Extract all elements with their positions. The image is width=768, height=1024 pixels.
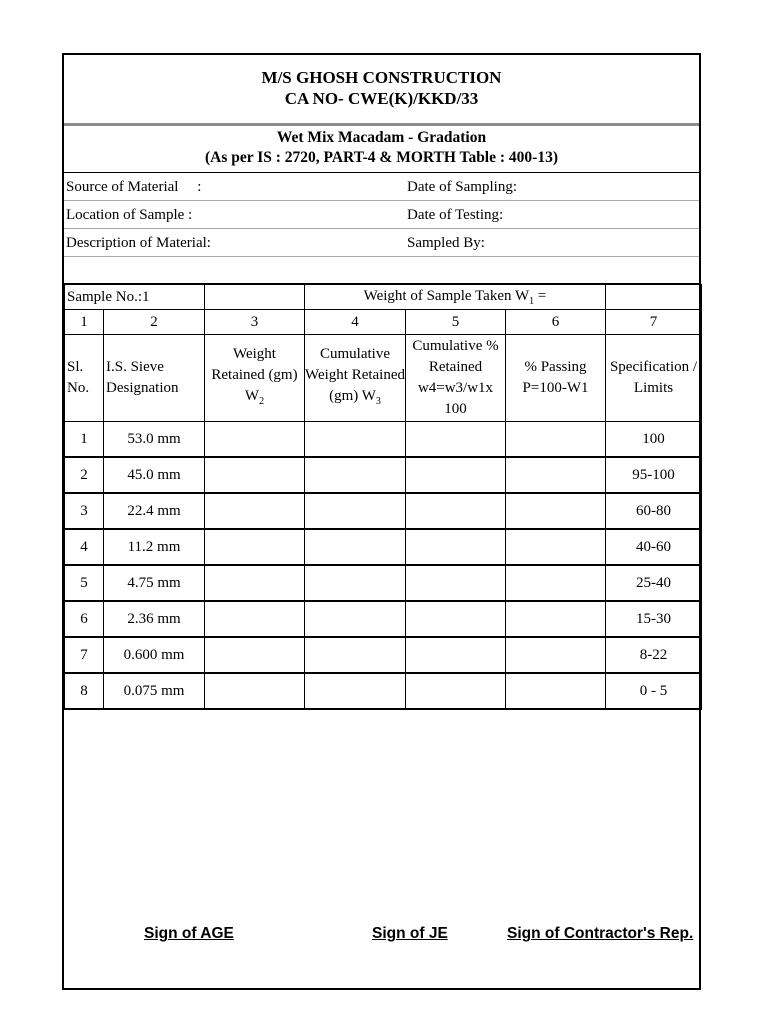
spec-cell: 15-30 [606, 601, 702, 637]
sl-no-cell: 5 [65, 565, 104, 601]
weight-retained-cell [205, 601, 305, 637]
passing-cell [506, 529, 606, 565]
info-row-location [64, 201, 699, 229]
test-title: Wet Mix Macadam - Gradation [276, 129, 487, 146]
spec-cell: 25-40 [606, 565, 702, 601]
data-rows [65, 422, 702, 710]
cum-weight-text: Cumulative Weight Retained (gm) W [305, 346, 406, 404]
passing-cell [506, 637, 606, 673]
cum-weight-cell [305, 422, 406, 458]
cum-percent-cell [406, 457, 506, 493]
sign-contractor: Sign of Contractor's Rep. [507, 925, 694, 942]
test-sheet [62, 53, 701, 990]
passing-cell [506, 422, 606, 458]
col-number: 5 [406, 310, 506, 335]
cum-percent-cell [406, 529, 506, 565]
spec-cell: 40-60 [606, 529, 702, 565]
passing-cell [506, 601, 606, 637]
weight-label-eq: = [534, 287, 547, 304]
col-number: 4 [305, 310, 406, 335]
ca-number: CA NO- CWE(K)/KKD/33 [284, 89, 479, 108]
spec-cell: 0 - 5 [606, 673, 702, 709]
weight-retained-text: Weight Retained (gm) W [211, 346, 298, 404]
col-header-specification: Specification / Limits [606, 335, 702, 422]
cum-weight-cell [305, 457, 406, 493]
weight-retained-cell [205, 673, 305, 709]
sieve-cell: 11.2 mm [104, 529, 205, 565]
passing-cell [506, 565, 606, 601]
col-number: 1 [65, 310, 104, 335]
col-header-passing: % Passing P=100-W1 [506, 335, 606, 422]
column-number-row [65, 310, 702, 335]
sieve-cell: 0.600 mm [104, 637, 205, 673]
cum-percent-cell [406, 637, 506, 673]
weight-retained-cell [205, 422, 305, 458]
cum-weight-sub: 3 [375, 396, 381, 407]
cum-weight-cell [305, 493, 406, 529]
weight-retained-cell [205, 529, 305, 565]
sl-no-cell: 6 [65, 601, 104, 637]
table-row [65, 637, 702, 673]
sl-no-cell: 1 [65, 422, 104, 458]
info-row-source [64, 173, 699, 201]
col-number: 2 [104, 310, 205, 335]
table-row [65, 601, 702, 637]
sieve-cell: 0.075 mm [104, 673, 205, 709]
test-standard: (As per IS : 2720, PART-4 & MORTH Table : 400-13) [205, 149, 558, 166]
info-row-description [64, 229, 699, 257]
table-row [65, 565, 702, 601]
table-row [65, 493, 702, 529]
sign-je: Sign of JE [372, 925, 448, 942]
sieve-cell: 45.0 mm [104, 457, 205, 493]
cum-weight-cell [305, 637, 406, 673]
sample-no: Sample No.:1 [65, 285, 205, 310]
cum-weight-cell [305, 601, 406, 637]
spec-cell: 60-80 [606, 493, 702, 529]
weight-retained-cell [205, 493, 305, 529]
weight-retained-sub: 2 [259, 396, 265, 407]
weight-label-text: Weight of Sample Taken W [363, 287, 530, 304]
spec-cell: 100 [606, 422, 702, 458]
table-row [65, 529, 702, 565]
cum-percent-cell [406, 493, 506, 529]
weight-label-sub: 1 [529, 295, 535, 307]
col-number: 7 [606, 310, 702, 335]
test-title-block [64, 126, 699, 173]
column-header-row [65, 335, 702, 422]
sl-no-cell: 3 [65, 493, 104, 529]
sieve-cell: 4.75 mm [104, 565, 205, 601]
sample-blank [205, 285, 305, 310]
col-header-cum-percent: Cumulative % Retained w4=w3/w1x 100 [406, 335, 506, 422]
spec-cell: 95-100 [606, 457, 702, 493]
source-label: Source of Material : [66, 179, 202, 195]
sign-age: Sign of AGE [144, 925, 234, 942]
cum-percent-cell [406, 673, 506, 709]
weight-retained-cell [205, 457, 305, 493]
col-header-sl-no: Sl. No. [65, 335, 104, 422]
date-sampling-label: Date of Sampling: [407, 179, 517, 195]
blank-row [64, 257, 699, 284]
passing-cell [506, 673, 606, 709]
sample-row [65, 285, 702, 310]
sampled-by-label: Sampled By: [407, 235, 485, 251]
table-row [65, 673, 702, 709]
passing-cell [506, 457, 606, 493]
cum-weight-cell [305, 565, 406, 601]
col-header-sieve: I.S. Sieve Designation [104, 335, 205, 422]
cum-weight-cell [305, 529, 406, 565]
col-header-cum-weight [305, 335, 406, 422]
sample-weight-value [606, 285, 702, 310]
weight-retained-cell [205, 565, 305, 601]
sample-weight-label [305, 285, 606, 310]
table-row [65, 422, 702, 458]
sieve-cell: 2.36 mm [104, 601, 205, 637]
gradation-table [64, 284, 702, 710]
cum-percent-cell [406, 422, 506, 458]
cum-weight-cell [305, 673, 406, 709]
col-number: 3 [205, 310, 305, 335]
spec-cell: 8-22 [606, 637, 702, 673]
location-label: Location of Sample : [66, 207, 193, 223]
sieve-cell: 53.0 mm [104, 422, 205, 458]
sheet-header [64, 55, 699, 123]
description-label: Description of Material: [66, 235, 211, 251]
sl-no-cell: 4 [65, 529, 104, 565]
col-number: 6 [506, 310, 606, 335]
sieve-cell: 22.4 mm [104, 493, 205, 529]
company-name: M/S GHOSH CONSTRUCTION [261, 68, 502, 87]
passing-cell [506, 493, 606, 529]
sl-no-cell: 8 [65, 673, 104, 709]
cum-percent-cell [406, 565, 506, 601]
weight-retained-cell [205, 637, 305, 673]
col-header-weight-retained [205, 335, 305, 422]
sl-no-cell: 2 [65, 457, 104, 493]
table-row [65, 457, 702, 493]
sl-no-cell: 7 [65, 637, 104, 673]
date-testing-label: Date of Testing: [407, 207, 504, 223]
cum-percent-cell [406, 601, 506, 637]
